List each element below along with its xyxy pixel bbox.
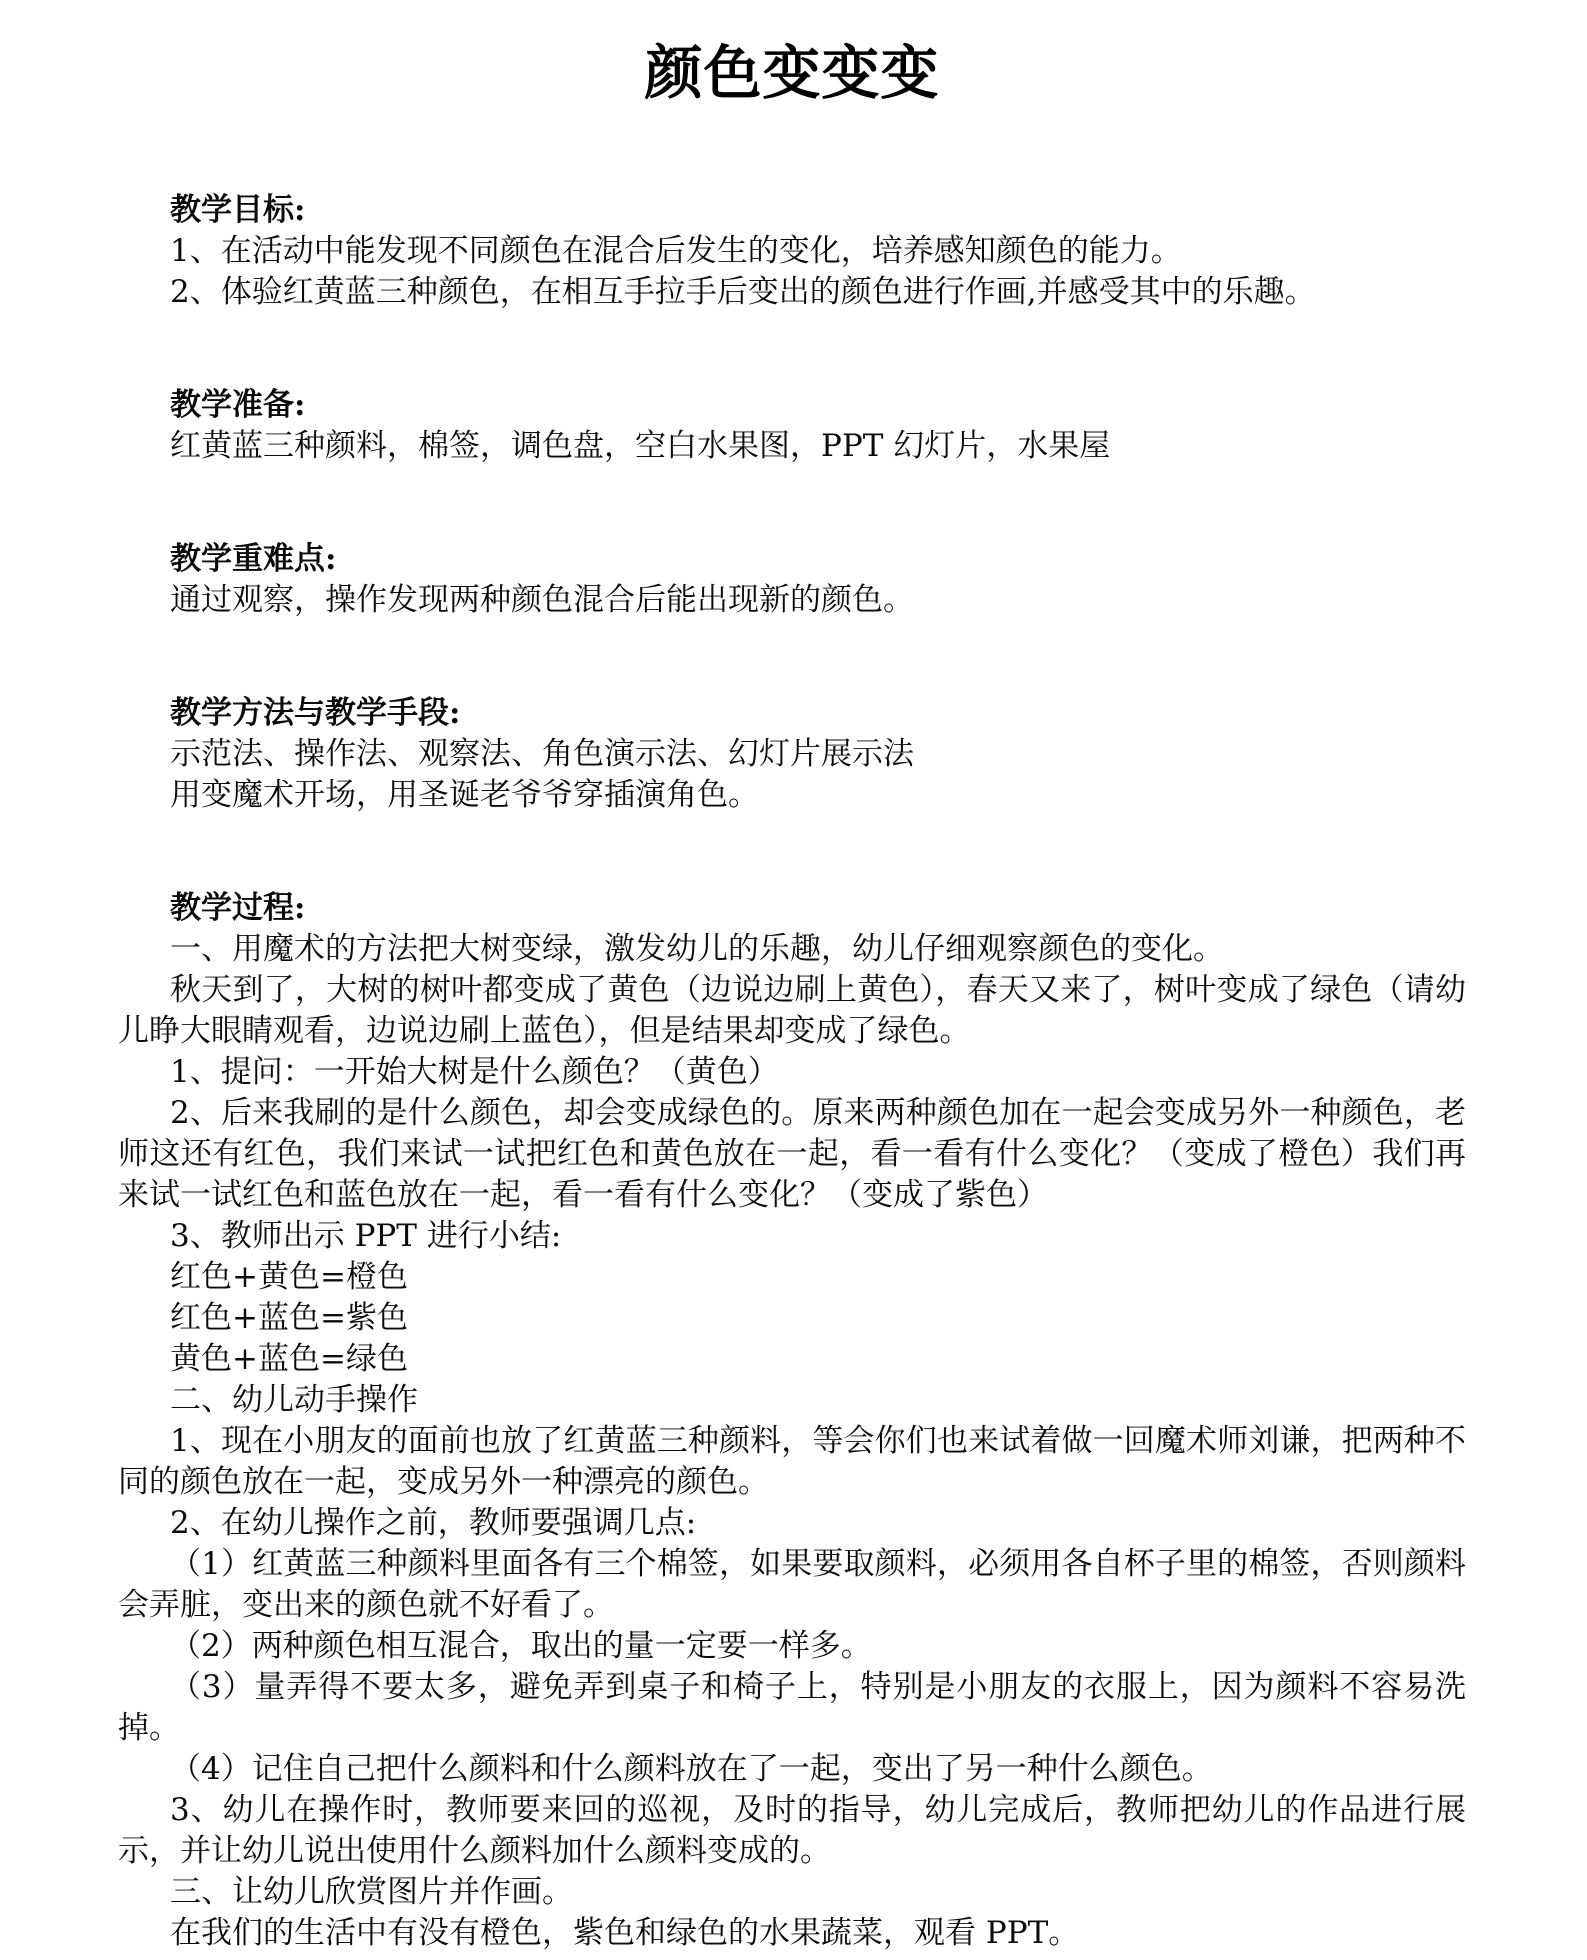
color-formula-yellow-blue: 黄色+蓝色=绿色	[170, 1341, 408, 1377]
paragraph: 在我们的生活中有没有橙色，紫色和绿色的水果蔬菜，观看 PPT。	[170, 1915, 1080, 1951]
color-formula-red-yellow: 红色+黄色=橙色	[170, 1259, 408, 1295]
section-heading: 教学准备:	[170, 387, 306, 423]
section-heading: 教学过程:	[170, 890, 306, 926]
paragraph: 3、教师出示 PPT 进行小结:	[170, 1218, 562, 1254]
paragraph: 2、后来我刷的是什么颜色，却会变成绿色的。原来两种颜色加在一起会变成另外一种颜色，老师这还有红色，我们来试一试把红色和黄色放在一起，看一看有什么变化？（变成了橙色）我们再来试一试红色和蓝色放在一起，看一看有什么变化？（变成了紫色）	[118, 1095, 1466, 1213]
section-heading: 教学方法与教学手段:	[170, 695, 461, 731]
paragraph: （4）记住自己把什么颜料和什么颜料放在了一起，变出了另一种什么颜色。	[170, 1751, 1213, 1787]
color-formula-red-blue: 红色+蓝色=紫色	[170, 1300, 408, 1336]
paragraph: 三、让幼儿欣赏图片并作画。	[170, 1874, 573, 1910]
section-heading: 教学目标:	[170, 192, 306, 228]
paragraph: 1、提问：一开始大树是什么颜色？（黄色）	[170, 1054, 779, 1090]
section-teaching-preparation	[118, 385, 1466, 467]
paragraph: （1）红黄蓝三种颜料里面各有三个棉签，如果要取颜料，必须用各自杯子里的棉签，否则颜料会弄脏，变出来的颜色就不好看了。	[118, 1546, 1466, 1623]
paragraph: 用变魔术开场，用圣诞老爷爷穿插演角色。	[170, 777, 759, 813]
document-title: 颜色变变变	[644, 39, 940, 107]
section-key-difficulties	[118, 539, 1466, 621]
paragraph: 二、幼儿动手操作	[170, 1382, 418, 1418]
section-teaching-goals	[118, 190, 1466, 313]
paragraph: 通过观察，操作发现两种颜色混合后能出现新的颜色。	[170, 582, 914, 618]
section-heading: 教学重难点:	[170, 541, 337, 577]
paragraph: 红黄蓝三种颜料，棉签，调色盘，空白水果图，PPT 幻灯片，水果屋	[170, 428, 1111, 464]
paragraph: 3、幼儿在操作时，教师要来回的巡视，及时的指导，幼儿完成后，教师把幼儿的作品进行展示，并让幼儿说出使用什么颜料加什么颜料变成的。	[118, 1792, 1466, 1869]
paragraph: 示范法、操作法、观察法、角色演示法、幻灯片展示法	[170, 736, 914, 772]
paragraph: 2、体验红黄蓝三种颜色，在相互手拉手后变出的颜色进行作画,并感受其中的乐趣。	[170, 274, 1316, 310]
section-teaching-methods	[118, 693, 1466, 816]
paragraph: （3）量弄得不要太多，避免弄到桌子和椅子上，特别是小朋友的衣服上，因为颜料不容易洗掉。	[118, 1669, 1466, 1746]
paragraph: 一、用魔术的方法把大树变绿，激发幼儿的乐趣，幼儿仔细观察颜色的变化。	[170, 931, 1224, 967]
paragraph: 秋天到了，大树的树叶都变成了黄色（边说边刷上黄色），春天又来了，树叶变成了绿色（请幼儿睁大眼睛观看，边说边刷上蓝色），但是结果却变成了绿色。	[118, 972, 1466, 1049]
paragraph: 1、在活动中能发现不同颜色在混合后发生的变化，培养感知颜色的能力。	[170, 233, 1182, 269]
paragraph: （2）两种颜色相互混合，取出的量一定要一样多。	[170, 1628, 872, 1664]
section-teaching-process	[118, 888, 1466, 1954]
paragraph: 2、在幼儿操作之前，教师要强调几点:	[170, 1505, 697, 1541]
paragraph: 1、现在小朋友的面前也放了红黄蓝三种颜料，等会你们也来试着做一回魔术师刘谦，把两种不同的颜色放在一起，变成另外一种漂亮的颜色。	[118, 1423, 1466, 1500]
